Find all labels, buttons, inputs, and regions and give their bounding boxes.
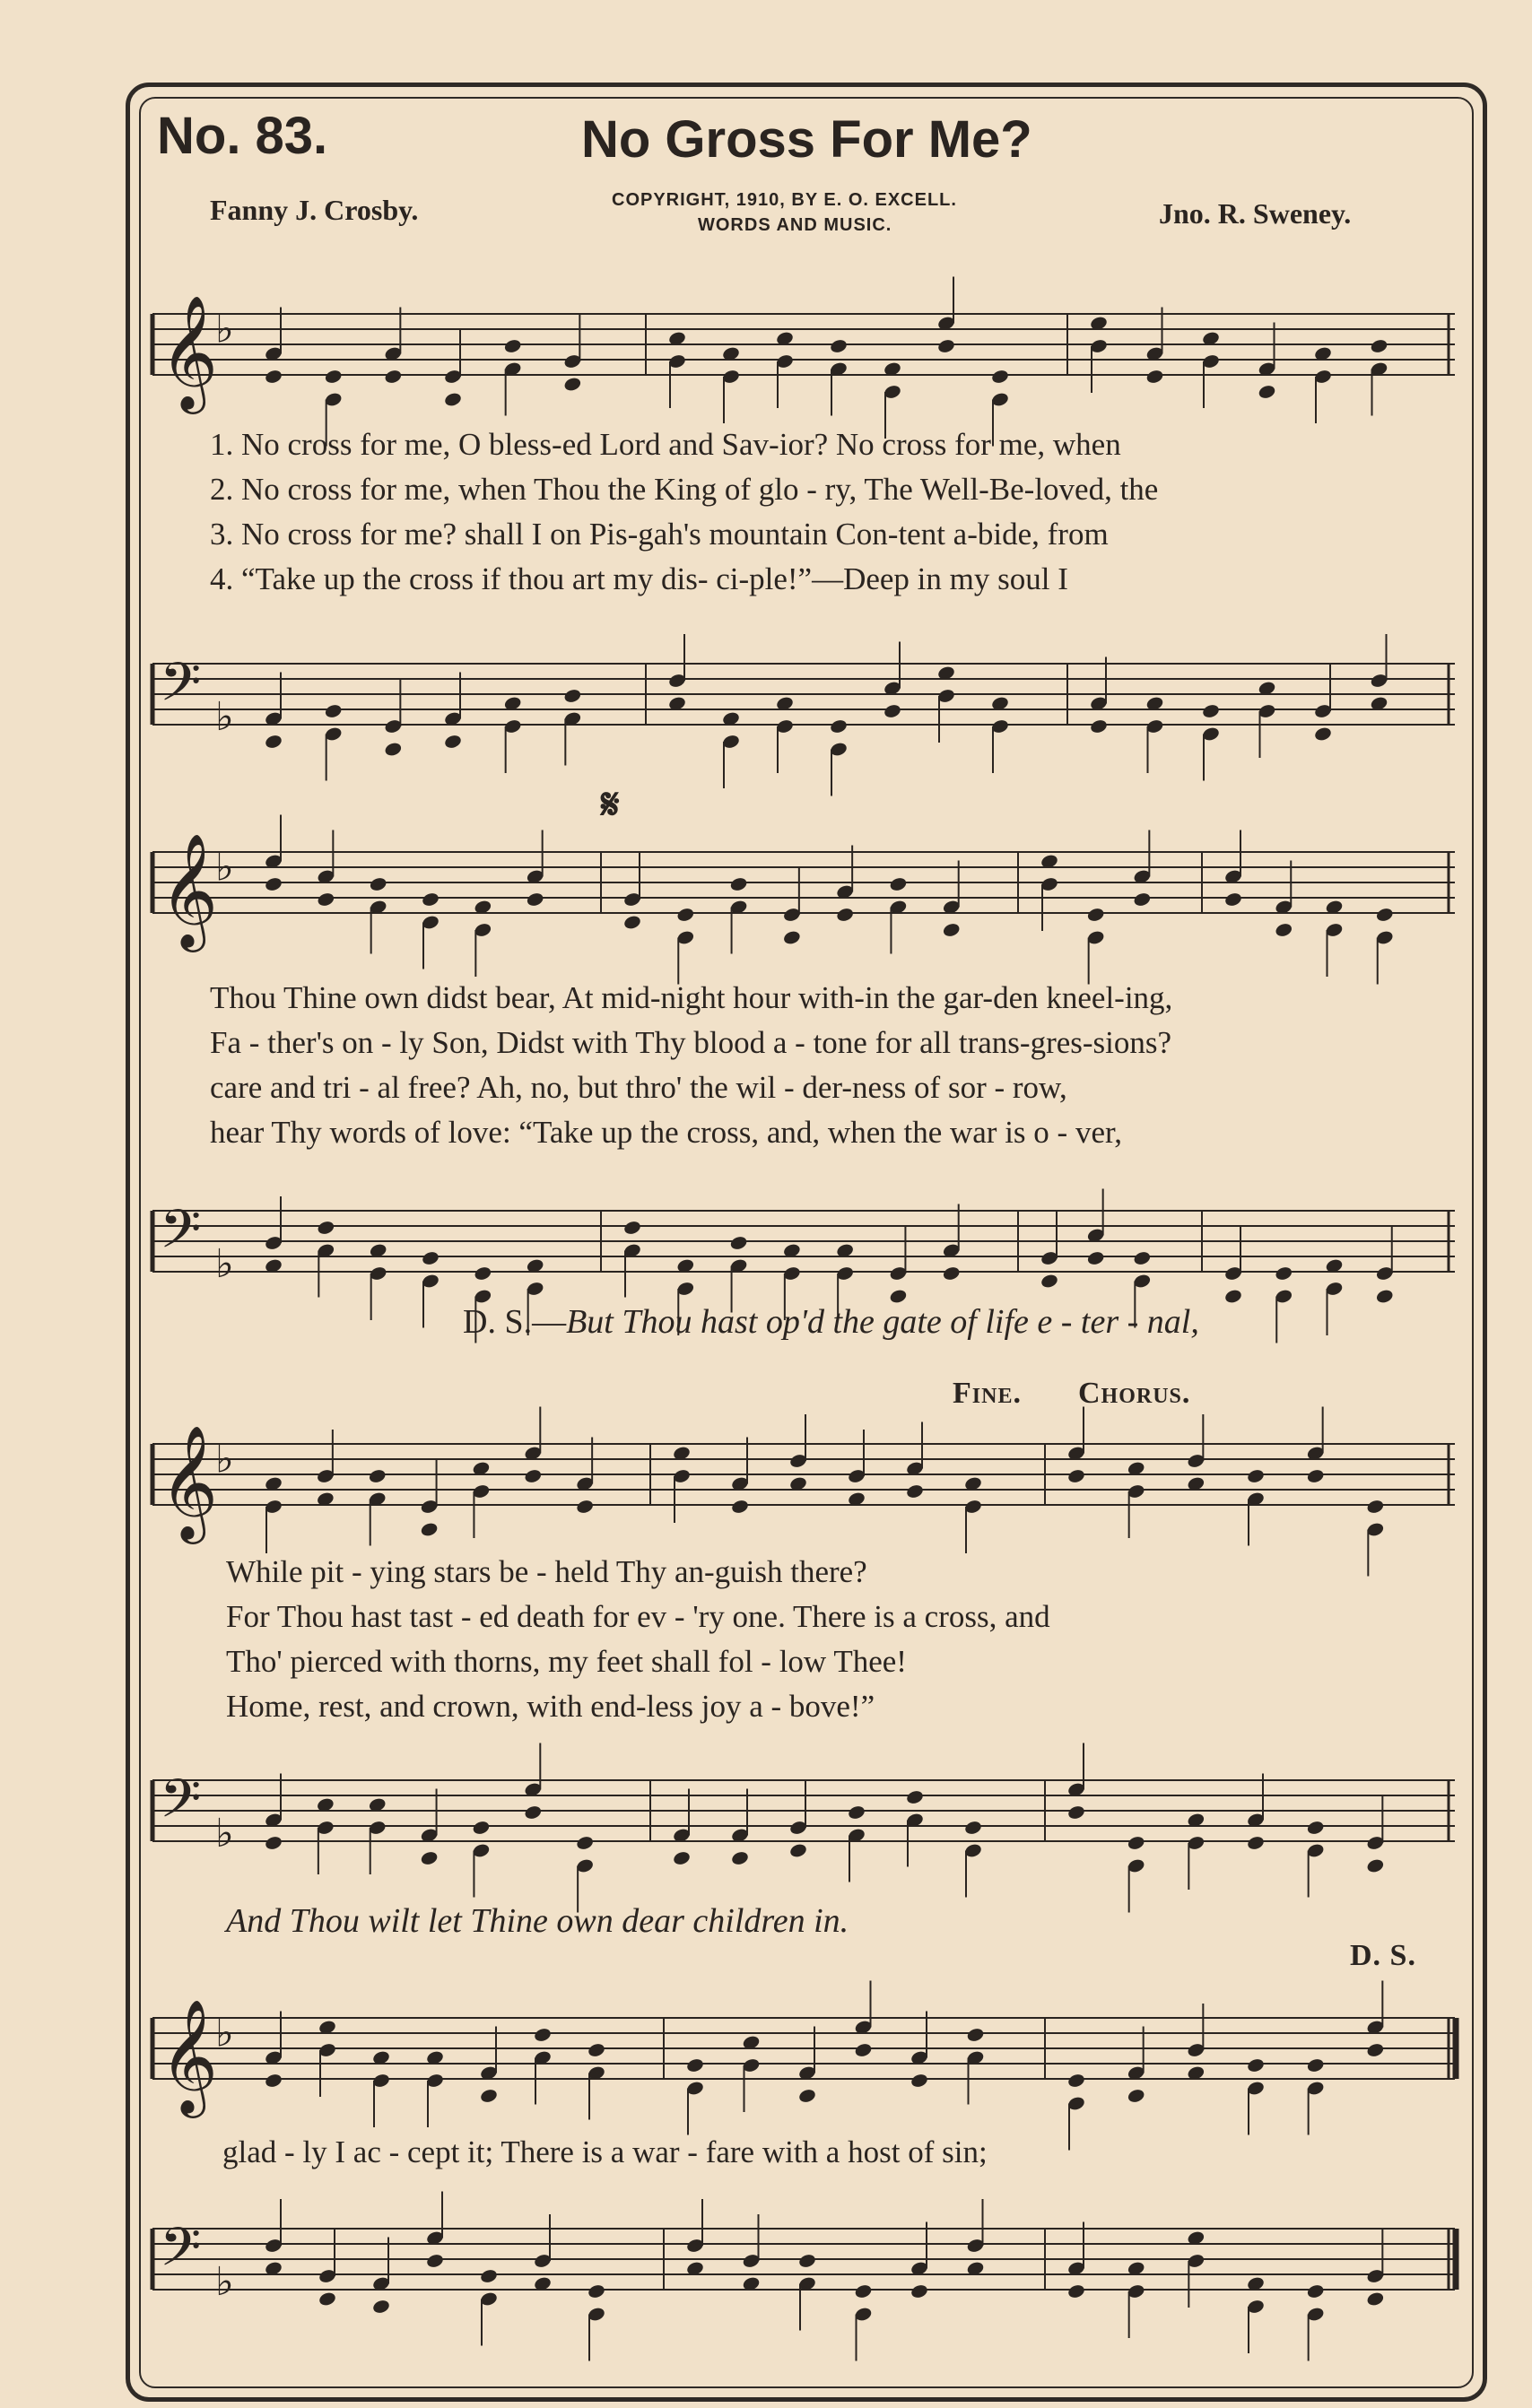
treble-staff — [144, 807, 1462, 969]
note-head — [936, 338, 955, 354]
note-head — [910, 2283, 928, 2299]
note-head — [1306, 2057, 1325, 2073]
note-head — [990, 369, 1009, 385]
note-head — [384, 741, 403, 757]
ds-end-mark: D. S. — [1350, 1939, 1416, 1972]
note-head — [264, 876, 283, 892]
lyric-line: glad - ly I ac - cept it; There is a war - fare with a host of sin; — [222, 2134, 988, 2169]
note-head — [829, 718, 848, 735]
note-head — [368, 1468, 387, 1484]
composer: Jno. R. Sweney. — [1159, 197, 1352, 230]
bass-staff — [144, 619, 1462, 780]
lyric-line: Fa - ther's on - ly Son, Didst with Thy blood a - tone for all trans-gres-sions? — [210, 1025, 1172, 1060]
flat-icon: ♭ — [215, 695, 234, 739]
bass-staff — [144, 2184, 1462, 2345]
note-head — [1306, 2283, 1325, 2299]
note-head — [622, 1220, 641, 1236]
note-head — [676, 907, 695, 923]
note-head — [1366, 1499, 1385, 1515]
bass-clef-icon: 𝄢 — [160, 1769, 202, 1842]
note-head — [1275, 922, 1293, 938]
lyric-line: care and tri - al free? Ah, no, but thro' the wil - der-ness of sor - row, — [210, 1070, 1067, 1105]
note-head — [474, 1265, 492, 1282]
treble-clef-icon: 𝄞 — [160, 1428, 219, 1537]
note-head — [563, 688, 582, 704]
note-head — [788, 1842, 807, 1858]
author: Fanny J. Crosby. — [210, 194, 419, 226]
note-head — [384, 369, 403, 385]
note-head — [1127, 1835, 1145, 1851]
note-head — [421, 1250, 440, 1266]
note-head — [503, 338, 522, 354]
note-head — [730, 1499, 749, 1515]
note-head — [685, 2057, 704, 2073]
note-head — [942, 1265, 961, 1282]
note-head — [1066, 2073, 1085, 2089]
note-head — [1246, 1835, 1265, 1851]
bass-clef-icon: 𝄢 — [160, 2218, 202, 2291]
hymn-title: No Gross For Me? — [581, 110, 1032, 169]
note-head — [1366, 2042, 1385, 2058]
treble-clef-icon: 𝄞 — [160, 2002, 219, 2111]
refrain-line: And Thou wilt let Thine own dear children in. — [226, 1902, 849, 1940]
note-head — [371, 2299, 390, 2315]
note-head — [1246, 2057, 1265, 2073]
note-head — [420, 1850, 439, 1866]
note-head — [782, 929, 801, 945]
note-head — [730, 1850, 749, 1866]
note-head — [729, 1235, 748, 1251]
note-head — [1275, 1265, 1293, 1282]
treble-staff — [144, 1399, 1462, 1560]
bass-clef-icon: 𝄢 — [160, 1200, 202, 1273]
treble-staff — [144, 269, 1462, 430]
flat-icon: ♭ — [215, 307, 234, 352]
copyright-subline: WORDS AND MUSIC. — [698, 215, 892, 235]
note-head — [672, 1850, 691, 1866]
note-head — [420, 1521, 439, 1537]
note-head — [1366, 2291, 1385, 2307]
note-head — [883, 703, 901, 719]
note-head — [533, 2027, 552, 2043]
note-head — [1133, 1250, 1152, 1266]
note-head — [797, 2253, 816, 2269]
note-head — [1066, 1804, 1085, 1821]
note-head — [1086, 1250, 1105, 1266]
note-head — [1089, 718, 1108, 735]
note-head — [1366, 1857, 1385, 1873]
note-head — [1133, 891, 1152, 908]
flat-icon: ♭ — [215, 2011, 234, 2056]
note-head — [524, 1468, 543, 1484]
note-head — [264, 2073, 283, 2089]
lyric-line: For Thou hast tast - ed death for ev - 'ry one. There is a cross, and — [226, 1599, 1050, 1634]
lyric-line: 1. No cross for me, O bless-ed Lord and Sav-ior? No cross for me, when — [210, 427, 1121, 462]
note-head — [479, 2088, 498, 2104]
flat-icon: ♭ — [215, 1437, 234, 1482]
copyright-line: COPYRIGHT, 1910, BY E. O. EXCELL. — [612, 190, 957, 210]
note-head — [1246, 1468, 1265, 1484]
note-head — [324, 703, 343, 719]
treble-clef-icon: 𝄞 — [160, 836, 219, 945]
ds-text-line: D. S.—But Thou hast op'd the gate of life e - ter - nal, — [463, 1303, 1199, 1341]
note-head — [1223, 891, 1242, 908]
lyric-line: 3. No cross for me? shall I on Pis-gah's mountain Con-tent a-bide, from — [210, 517, 1109, 552]
note-head — [264, 734, 283, 750]
note-head — [942, 922, 961, 938]
flat-icon: ♭ — [215, 2260, 234, 2304]
note-head — [1127, 2088, 1145, 2104]
note-head — [575, 1499, 594, 1515]
note-head — [905, 1483, 924, 1500]
segno-icon: 𝄋 — [601, 781, 620, 829]
note-head — [526, 891, 544, 908]
note-head — [1375, 907, 1394, 923]
lyric-line: hear Thy words of love: “Take up the cross, and, when the war is o - ver, — [210, 1115, 1122, 1150]
note-head — [425, 2253, 444, 2269]
bass-clef-icon: 𝄢 — [160, 653, 202, 726]
note-head — [443, 734, 462, 750]
note-head — [587, 2042, 605, 2058]
lyric-line: Home, rest, and crown, with end-less joy a - bove!” — [226, 1689, 875, 1724]
note-head — [622, 914, 641, 930]
note-head — [1040, 1273, 1058, 1289]
note-head — [905, 1789, 924, 1805]
note-head — [1145, 369, 1164, 385]
fine-mark: Fine. — [953, 1377, 1022, 1410]
note-head — [318, 2291, 336, 2307]
lyric-line: Thou Thine own didst bear, At mid-night hour with-in the gar-den kneel-ing, — [210, 980, 1173, 1015]
note-head — [854, 2283, 873, 2299]
note-head — [1223, 1288, 1242, 1304]
lyric-line: While pit - ying stars be - held Thy an-guish there? — [226, 1554, 867, 1589]
note-head — [479, 2268, 498, 2284]
note-head — [443, 391, 462, 407]
note-head — [324, 369, 343, 385]
note-head — [1306, 1820, 1325, 1836]
note-head — [369, 876, 387, 892]
treble-clef-icon: 𝄞 — [160, 298, 219, 407]
note-head — [835, 907, 854, 923]
note-head — [1201, 703, 1220, 719]
note-head — [829, 338, 848, 354]
flat-icon: ♭ — [215, 1242, 234, 1286]
lyric-line: Tho' pierced with thorns, my feet shall fol - low Thee! — [226, 1644, 907, 1679]
note-head — [575, 1835, 594, 1851]
note-head — [587, 2283, 605, 2299]
lyric-line: 2. No cross for me, when Thou the King of glo - ry, The Well-Be-loved, the — [210, 472, 1159, 507]
note-head — [910, 2073, 928, 2089]
note-head — [421, 891, 440, 908]
chorus-mark: Chorus. — [1078, 1377, 1191, 1410]
note-head — [563, 376, 582, 392]
note-head — [1313, 726, 1332, 742]
lyric-line: 4. “Take up the cross if thou art my dis- ci-ple!”—Deep in my soul I — [210, 561, 1068, 596]
note-head — [729, 876, 748, 892]
treble-staff — [144, 1973, 1462, 2134]
note-head — [1066, 2283, 1085, 2299]
note-head — [1306, 1468, 1325, 1484]
note-head — [797, 2088, 816, 2104]
note-head — [1375, 1288, 1394, 1304]
note-head — [963, 1820, 982, 1836]
note-head — [317, 1220, 335, 1236]
flat-icon: ♭ — [215, 1812, 234, 1856]
note-head — [1370, 338, 1388, 354]
note-head — [847, 1804, 866, 1821]
note-head — [524, 1804, 543, 1821]
note-head — [1258, 384, 1276, 400]
note-head — [1086, 907, 1105, 923]
note-head — [966, 2027, 985, 2043]
hymn-number: No. 83. — [157, 107, 328, 165]
note-head — [889, 876, 908, 892]
note-head — [264, 369, 283, 385]
note-head — [317, 891, 335, 908]
note-head — [264, 1835, 283, 1851]
flat-icon: ♭ — [215, 845, 234, 890]
bass-staff — [144, 1735, 1462, 1897]
note-head — [854, 2042, 873, 2058]
note-head — [1066, 1468, 1085, 1484]
note-head — [472, 1820, 491, 1836]
